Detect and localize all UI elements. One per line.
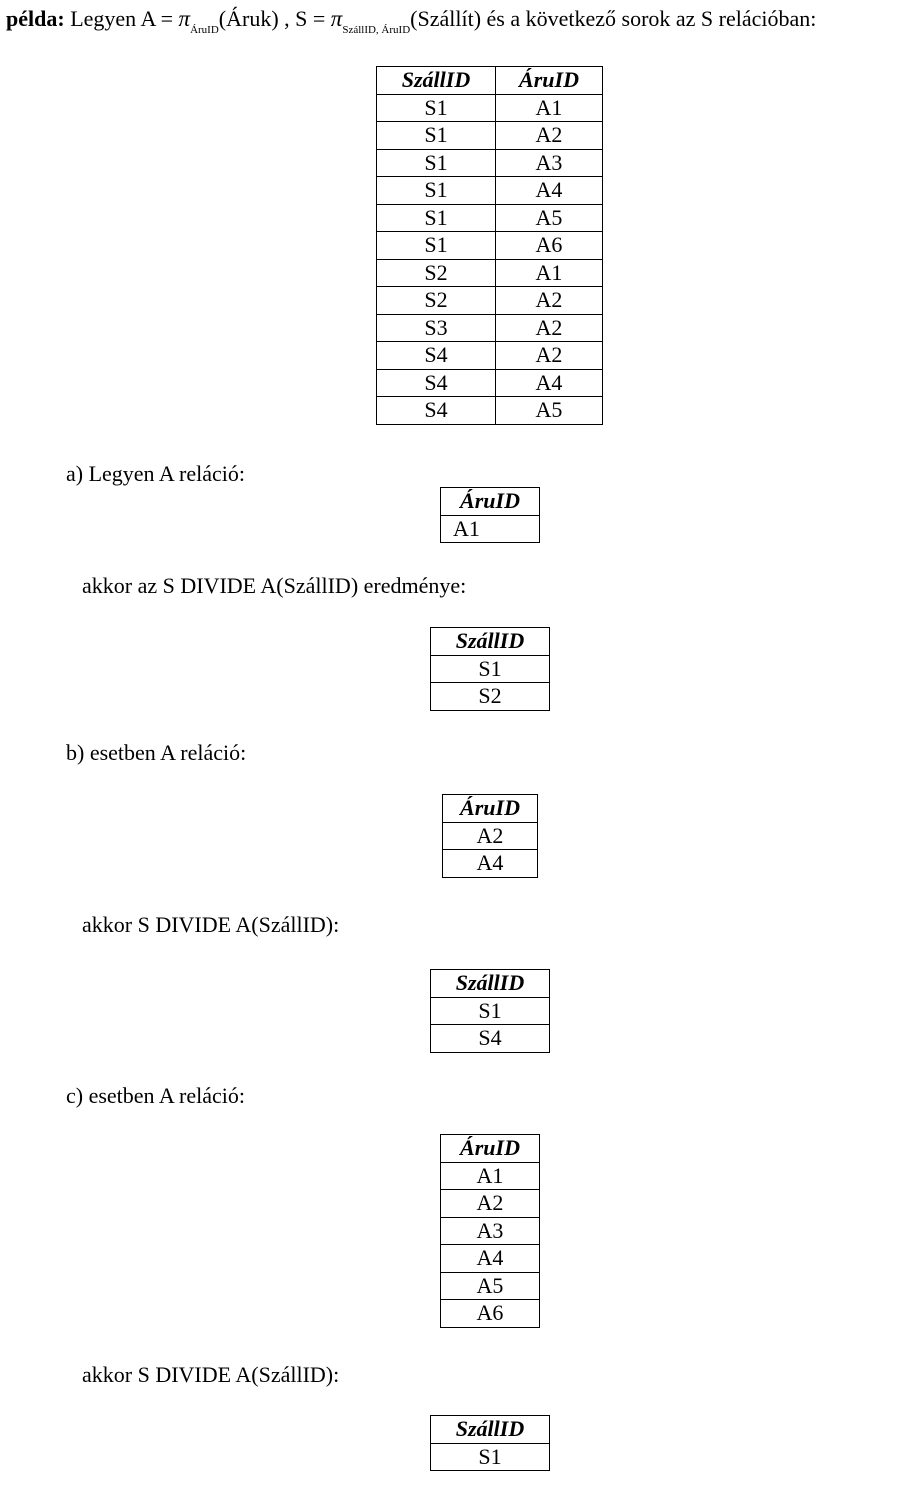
intro-line: [6, 4, 816, 45]
column-header-aruid: ÁruID: [496, 67, 603, 95]
table-row: [377, 369, 603, 397]
cell-szallid: S4: [377, 397, 496, 425]
case-c-label: c) esetben A reláció:: [66, 1083, 245, 1108]
cell-szallid: S1: [377, 204, 496, 232]
table-row: [377, 287, 603, 315]
case-a-a-table: [440, 487, 540, 543]
table-row: [377, 177, 603, 205]
table-cell: A5: [441, 1272, 540, 1300]
cell-aruid: A3: [496, 149, 603, 177]
table-header-row: [441, 1135, 540, 1163]
table-cell: S1: [431, 1443, 550, 1471]
table-row: [441, 1245, 540, 1273]
table-row: [377, 314, 603, 342]
case-c-result-label: akkor S DIVIDE A(SzállID):: [82, 1362, 340, 1387]
cell-aruid: A1: [496, 94, 603, 122]
table-row: [377, 232, 603, 260]
intro-text-1: Legyen A =: [70, 6, 174, 31]
cell-szallid: S1: [377, 177, 496, 205]
column-header-szallid: SzállID: [431, 970, 550, 998]
table-header-row: [441, 488, 540, 516]
cell-szallid: S2: [377, 287, 496, 315]
table-cell: A4: [443, 850, 538, 878]
table-row: [377, 122, 603, 150]
table-row: [377, 204, 603, 232]
table-row: [431, 683, 550, 711]
pi-symbol-2: π: [330, 6, 343, 31]
table-row: [431, 997, 550, 1025]
intro-text-3: (Szállít) és a következő sorok az S relációban:: [410, 6, 817, 31]
cell-szallid: S2: [377, 259, 496, 287]
table-row: [441, 1272, 540, 1300]
column-header-szallid: SzállID: [431, 628, 550, 656]
table-row: [431, 1443, 550, 1471]
table-cell: A6: [441, 1300, 540, 1328]
column-header-aruid: ÁruID: [441, 488, 540, 516]
case-a-result-table: [430, 627, 550, 711]
cell-szallid: S1: [377, 149, 496, 177]
case-c-result-table: [430, 1415, 550, 1471]
table-row: [377, 94, 603, 122]
intro-text-2: (Áruk) , S =: [218, 6, 326, 31]
table-cell: A2: [443, 822, 538, 850]
table-row: [377, 342, 603, 370]
pi-symbol-1: π: [178, 6, 191, 31]
case-b-result-table: [430, 969, 550, 1053]
case-a-label: a) Legyen A reláció:: [66, 461, 245, 486]
table-row: [441, 1217, 540, 1245]
table-header-row: [431, 1416, 550, 1444]
cell-aruid: A2: [496, 122, 603, 150]
table-cell: S1: [431, 997, 550, 1025]
column-header-aruid: ÁruID: [443, 795, 538, 823]
s-relation-table: [376, 66, 603, 425]
cell-aruid: A2: [496, 342, 603, 370]
table-row: [441, 1190, 540, 1218]
case-b-a-table: [442, 794, 538, 878]
table-row: [441, 515, 540, 543]
column-header-szallid: SzállID: [377, 67, 496, 95]
cell-szallid: S1: [377, 94, 496, 122]
table-row: [377, 149, 603, 177]
cell-aruid: A2: [496, 287, 603, 315]
case-b-label: b) esetben A reláció:: [66, 740, 247, 765]
table-cell: A4: [441, 1245, 540, 1273]
cell-szallid: S1: [377, 232, 496, 260]
cell-aruid: A2: [496, 314, 603, 342]
cell-aruid: A5: [496, 397, 603, 425]
cell-aruid: A4: [496, 369, 603, 397]
table-row: [441, 1300, 540, 1328]
table-header-row: [431, 970, 550, 998]
table-cell: S2: [431, 683, 550, 711]
case-c-a-table: [440, 1134, 540, 1328]
table-cell: A2: [441, 1190, 540, 1218]
cell-szallid: S3: [377, 314, 496, 342]
table-row: [441, 1162, 540, 1190]
table-row: [431, 1025, 550, 1053]
cell-aruid: A4: [496, 177, 603, 205]
cell-szallid: S4: [377, 369, 496, 397]
table-header-row: [377, 67, 603, 95]
cell-aruid: A1: [496, 259, 603, 287]
table-row: [377, 259, 603, 287]
table-cell: A1: [441, 515, 540, 543]
projection-subscript-2: SzállID, ÁruID: [342, 24, 411, 36]
table-row: [377, 397, 603, 425]
case-b-result-label: akkor S DIVIDE A(SzállID):: [82, 912, 340, 937]
example-label: példa:: [6, 6, 65, 31]
table-header-row: [443, 795, 538, 823]
cell-szallid: S1: [377, 122, 496, 150]
table-row: [443, 822, 538, 850]
table-cell: S1: [431, 655, 550, 683]
table-cell: A1: [441, 1162, 540, 1190]
cell-aruid: A5: [496, 204, 603, 232]
table-row: [431, 655, 550, 683]
table-cell: A3: [441, 1217, 540, 1245]
cell-szallid: S4: [377, 342, 496, 370]
column-header-szallid: SzállID: [431, 1416, 550, 1444]
table-cell: S4: [431, 1025, 550, 1053]
cell-aruid: A6: [496, 232, 603, 260]
case-a-result-label: akkor az S DIVIDE A(SzállID) eredménye:: [82, 573, 467, 598]
table-row: [443, 850, 538, 878]
projection-subscript-1: ÁruID: [190, 24, 219, 36]
column-header-aruid: ÁruID: [441, 1135, 540, 1163]
table-header-row: [431, 628, 550, 656]
